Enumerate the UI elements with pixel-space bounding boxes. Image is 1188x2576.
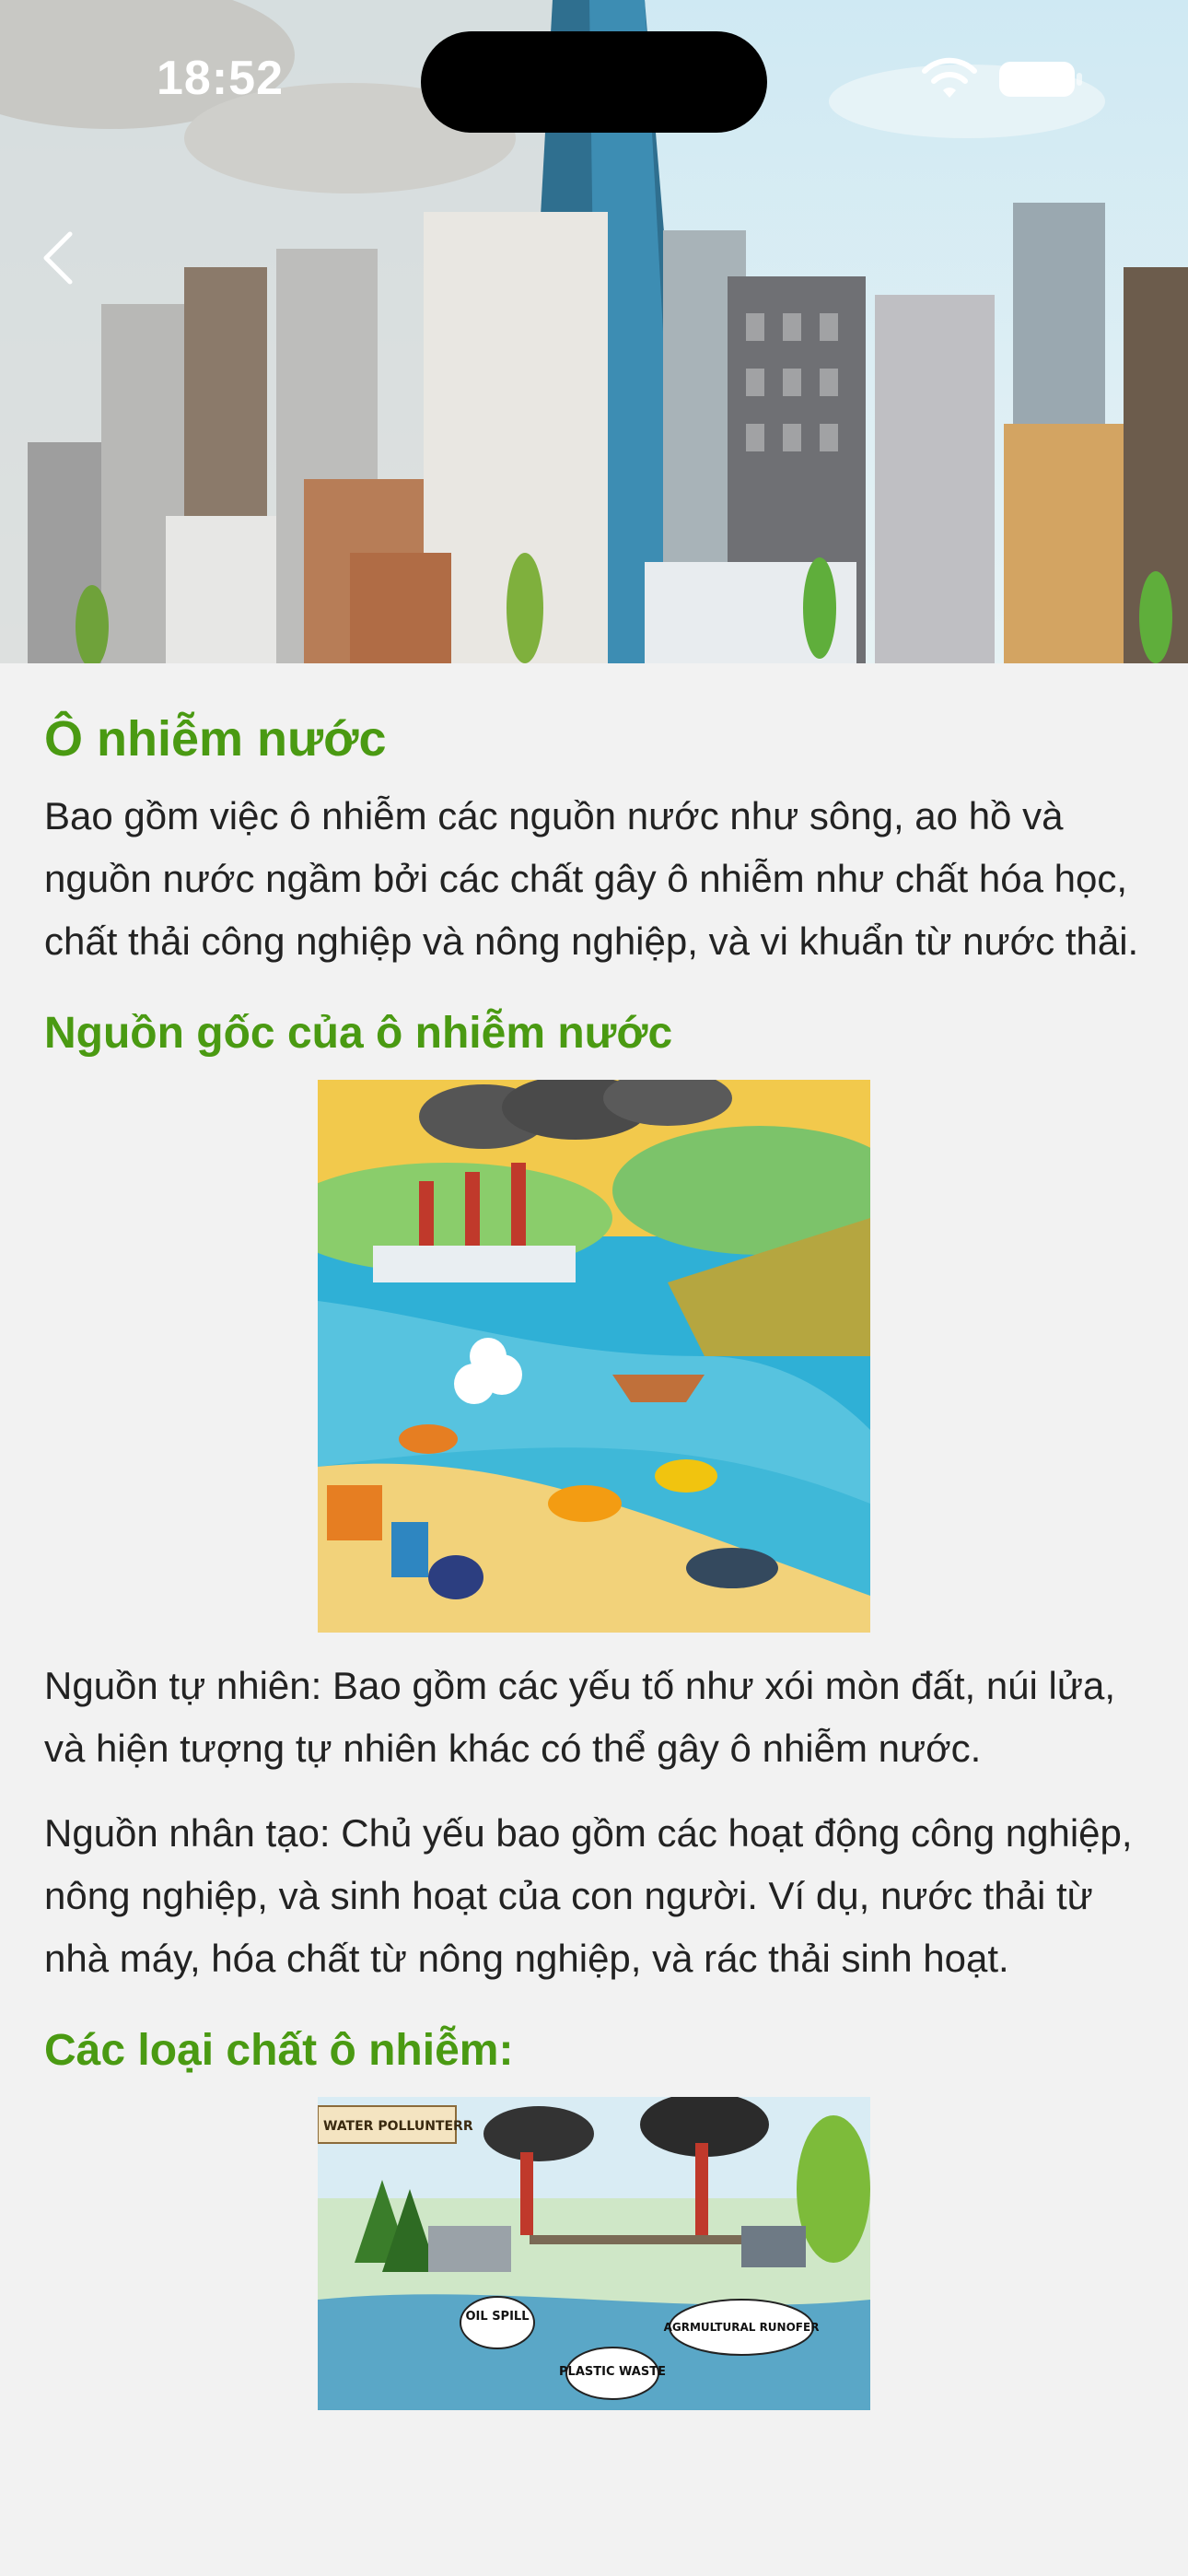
hero-image — [0, 0, 1188, 663]
battery-icon — [998, 61, 1083, 98]
water-pollution-sources-image — [318, 1080, 870, 1633]
oil-spill-label: OIL SPILL — [465, 2310, 530, 2324]
section-heading-sources: Nguồn gốc của ô nhiễm nước — [44, 1009, 673, 1058]
banner-label: WATER POLLUNTERR — [323, 2119, 473, 2134]
article-intro: Bao gồm việc ô nhiễm các nguồn nước như sông, ao hồ và nguồn nước ngầm bởi các chất gây ô nhiễm như chất hóa học, chất thải công nghiệp và nông nghiệp, và vi khuẩn từ nước thải. — [44, 794, 1139, 963]
human-sources-paragraph: Nguồn nhân tạo: Chủ yếu bao gồm các hoạt động công nghiệp, nông nghiệp, và sinh hoạt của con người. Ví dụ, nước thải từ nhà máy, hóa chất từ nông nghiệp, và rác thải sinh hoạt. — [44, 1811, 1133, 1980]
section-heading-pollutant-types: Các loại chất ô nhiễm: — [44, 2026, 514, 2075]
article-title: Ô nhiễm nước — [44, 711, 387, 767]
dynamic-island — [421, 31, 767, 133]
agricultural-runoff-label: AGRMULTURAL RUNOFER — [663, 2321, 820, 2334]
natural-sources-paragraph: Nguồn tự nhiên: Bao gồm các yếu tố như xói mòn đất, núi lửa, và hiện tượng tự nhiên khác có thể gây ô nhiễm nước. — [44, 1664, 1116, 1770]
wifi-icon — [921, 57, 978, 100]
status-time: 18:52 — [157, 52, 284, 105]
plastic-waste-label: PLASTIC WASTE — [559, 2365, 666, 2379]
back-button[interactable] — [33, 221, 88, 295]
article-content — [44, 700, 1149, 2410]
pollutant-types-image — [318, 2097, 870, 2410]
